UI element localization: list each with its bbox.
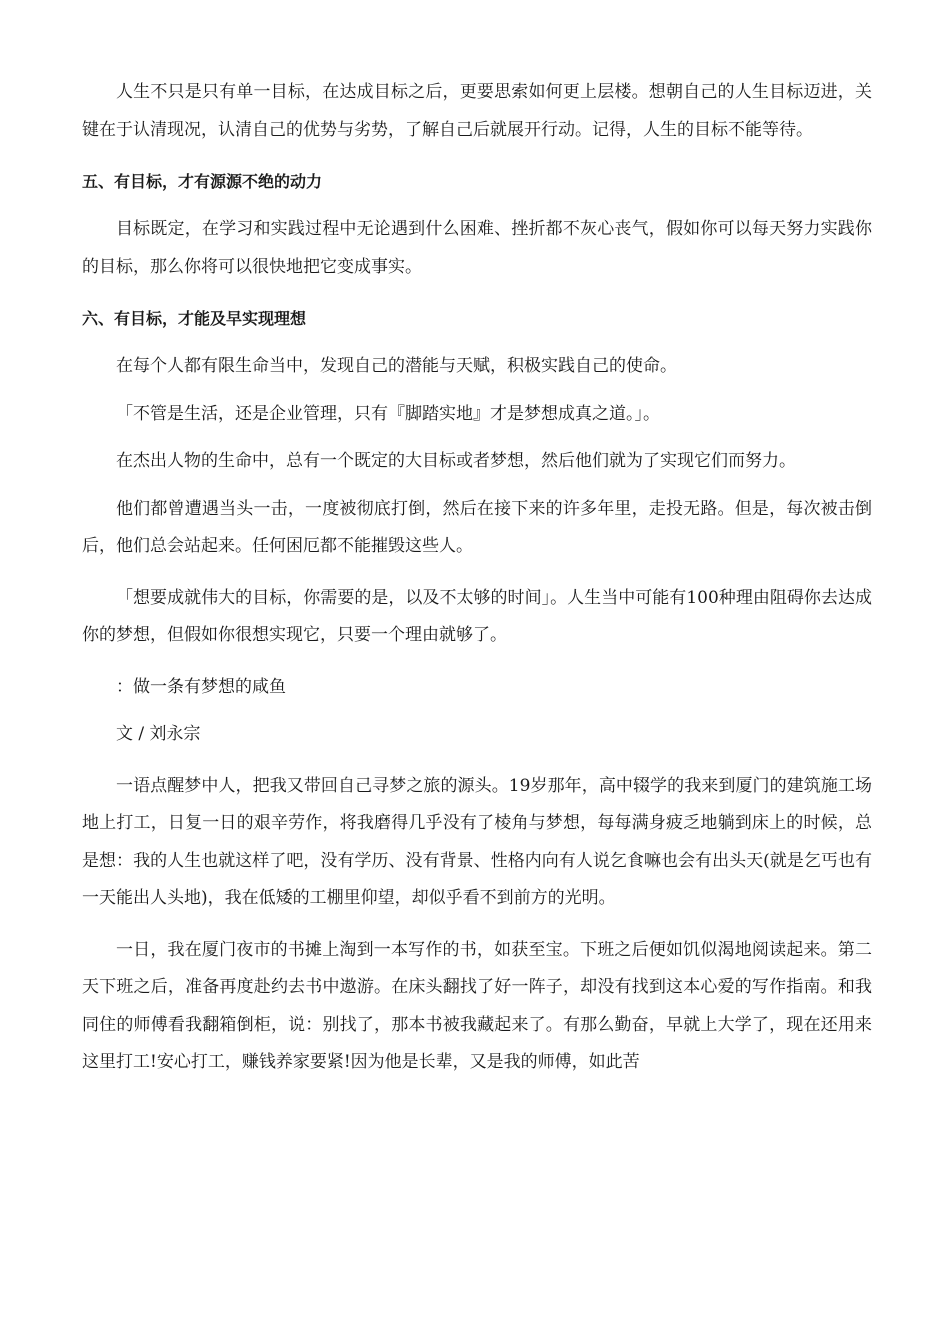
paragraph-motivation: 目标既定，在学习和实践过程中无论遇到什么困难、挫折都不灰心丧气，假如你可以每天努力实践你的目标，那么你将可以很快地把它变成事实。 <box>82 219 872 277</box>
heading-section-6: 六、有目标，才能及早实现理想 <box>82 309 307 328</box>
paragraph-life-goals: 人生不只是只有单一目标，在达成目标之后，更要思索如何更上层楼。想朝自己的人生目标迈进，关键在于认清现况，认清自己的优势与劣势，了解自己后就展开行动。记得，人生的目标不能等待。 <box>82 82 872 140</box>
paragraph-potential: 在每个人都有限生命当中，发现自己的潜能与天赋，积极实践自己的使命。 <box>116 356 677 376</box>
paragraph-quote-down-to-earth: 「不管是生活，还是企业管理，只有『脚踏实地』才是梦想成真之道。」。 <box>116 403 660 424</box>
paragraph-dream-origin: 一语点醒梦中人，把我又带回自己寻梦之旅的源头。19岁那年，高中辍学的我来到厦门的建筑施工场地上打工，日复一日的艰辛劳作，将我磨得几乎没有了棱角与梦想，每每满身疲乏地躺到床上的时候，总是想：我的人生也就这样了吧，没有学历、没有背景、性格内向有人说乞食嘛也会有出头天(就是乞丐也有一天能出人头地)，我在低矮的工棚里仰望，却似乎看不到前方的光明。 <box>82 775 872 908</box>
paragraph-outstanding-people: 在杰出人物的生命中，总有一个既定的大目标或者梦想，然后他们就为了实现它们而努力。 <box>116 451 796 471</box>
paragraph-quote-great-goal: 「想要成就伟大的目标，你需要的是，以及不太够的时间」。人生当中可能有100种理由阻碍你去达成你的梦想，但假如你很想实现它，只要一个理由就够了。 <box>82 587 872 645</box>
document-page <box>82 74 872 1082</box>
heading-section-5: 五、有目标，才有源源不绝的动力 <box>82 172 323 191</box>
paragraph-author: 文 / 刘永宗 <box>116 724 201 744</box>
paragraph-writing-book: 一日，我在厦门夜市的书摊上淘到一本写作的书，如获至宝。下班之后便如饥似渴地阅读起来。第二天下班之后，准备再度赴约去书中遨游。在床头翻找了好一阵子，却没有找到这本心爱的写作指南。和我同住的师傅看我翻箱倒柜，说：别找了，那本书被我藏起来了。有那么勤奋，早就上大学了，现在还用来这里打工!安心打工，赚钱养家要紧!因为他是长辈，又是我的师傅，如此苦 <box>82 939 872 1072</box>
paragraph-knocked-down: 他们都曾遭遇当头一击，一度被彻底打倒，然后在接下来的许多年里，走投无路。但是，每次被击倒后，他们总会站起来。任何困厄都不能摧毁这些人。 <box>82 498 872 556</box>
paragraph-salted-fish-title: ：做一条有梦想的咸鱼 <box>116 676 286 697</box>
